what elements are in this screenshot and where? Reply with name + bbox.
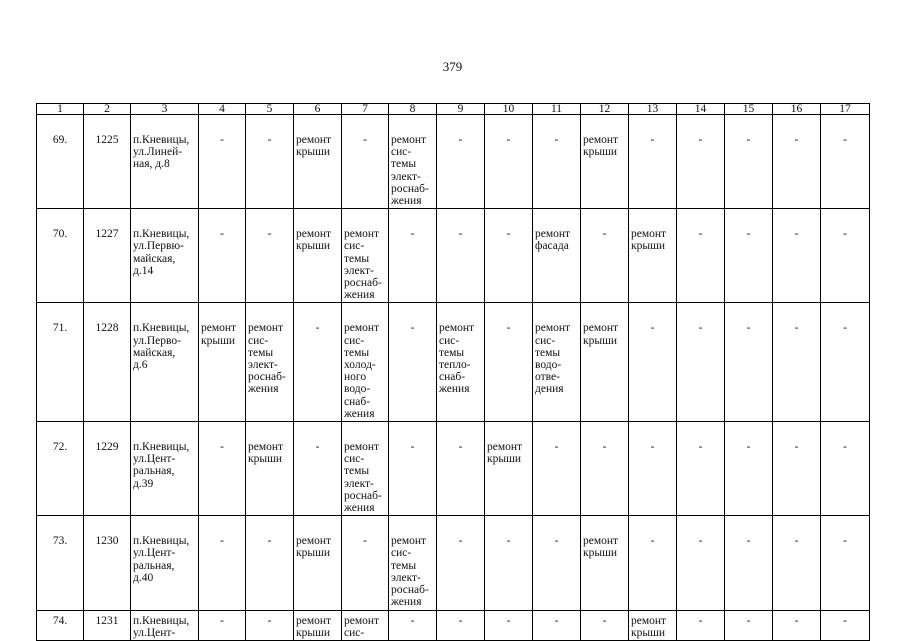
header-cell: 15	[725, 104, 773, 115]
building-code-cell: 1227	[84, 209, 131, 303]
work-cell: -	[725, 516, 773, 610]
header-cell: 9	[437, 104, 485, 115]
work-cell: -	[773, 610, 821, 640]
table-row	[37, 610, 870, 640]
work-cell: -	[773, 209, 821, 303]
work-cell: -	[485, 209, 533, 303]
work-cell: -	[246, 115, 294, 209]
work-cell: -	[773, 115, 821, 209]
work-cell: -	[629, 422, 677, 516]
work-cell: -	[294, 422, 342, 516]
work-cell: -	[342, 516, 389, 610]
work-cell: -	[821, 610, 870, 640]
header-cell: 12	[581, 104, 629, 115]
work-cell: -	[677, 422, 725, 516]
work-cell: ремонт крыши	[581, 303, 629, 422]
work-cell: -	[246, 610, 294, 640]
header-cell: 17	[821, 104, 870, 115]
table-row	[37, 422, 870, 516]
work-cell: -	[629, 516, 677, 610]
building-code-cell: 1231	[84, 610, 131, 640]
work-cell: -	[581, 422, 629, 516]
work-cell: ремонт крыши	[294, 610, 342, 640]
work-cell: -	[485, 115, 533, 209]
work-cell: -	[677, 516, 725, 610]
work-cell: -	[533, 422, 581, 516]
work-cell: -	[437, 115, 485, 209]
work-cell: -	[677, 115, 725, 209]
work-cell: -	[533, 610, 581, 640]
work-cell: -	[199, 516, 246, 610]
address-cell: п.Кневицы, ул.Цент- ральная, д.39	[131, 422, 199, 516]
header-cell: 8	[389, 104, 437, 115]
work-cell: -	[821, 115, 870, 209]
work-cell: -	[437, 516, 485, 610]
repair-schedule-table	[36, 103, 870, 641]
work-cell: -	[629, 303, 677, 422]
work-cell: -	[199, 422, 246, 516]
header-cell: 5	[246, 104, 294, 115]
work-cell: ремонт сис- темы элект- роснаб- жения	[389, 115, 437, 209]
row-number-cell: 73.	[37, 516, 84, 610]
work-cell: -	[677, 209, 725, 303]
work-cell: -	[821, 422, 870, 516]
work-cell: -	[485, 516, 533, 610]
header-cell: 4	[199, 104, 246, 115]
work-cell: ремонт сис- темы тепло- снаб- жения	[437, 303, 485, 422]
work-cell: ремонт крыши	[581, 115, 629, 209]
table-row	[37, 303, 870, 422]
work-cell: -	[821, 516, 870, 610]
header-cell: 3	[131, 104, 199, 115]
work-cell: -	[437, 610, 485, 640]
table-row	[37, 516, 870, 610]
address-cell: п.Кневицы, ул.Перво- майская, д.6	[131, 303, 199, 422]
page-number: 379	[442, 59, 463, 74]
work-cell: -	[677, 610, 725, 640]
header-cell: 16	[773, 104, 821, 115]
work-cell: -	[389, 303, 437, 422]
work-cell: ремонт сис- темы элект- роснаб- жения	[342, 209, 389, 303]
header-cell: 10	[485, 104, 533, 115]
work-cell: ремонт сис- темы водо- отве- дения	[533, 303, 581, 422]
row-number-cell: 70.	[37, 209, 84, 303]
work-cell: -	[342, 115, 389, 209]
work-cell: ремонт крыши	[581, 516, 629, 610]
address-cell: п.Кневицы, ул.Первю- майская, д.14	[131, 209, 199, 303]
work-cell: ремонт сис- темы элект- роснаб- жения	[342, 422, 389, 516]
header-cell: 2	[84, 104, 131, 115]
header-cell: 1	[37, 104, 84, 115]
work-cell: ремонт крыши	[485, 422, 533, 516]
work-cell: -	[389, 610, 437, 640]
work-cell: ремонт крыши	[199, 303, 246, 422]
work-cell: -	[533, 516, 581, 610]
address-cell: п.Кневицы, ул.Цент-	[131, 610, 199, 640]
work-cell: -	[725, 303, 773, 422]
work-cell: -	[773, 516, 821, 610]
work-cell: -	[725, 209, 773, 303]
work-cell: ремонт сис- темы холод- ного водо- снаб- жения	[342, 303, 389, 422]
work-cell: -	[629, 115, 677, 209]
row-number-cell: 71.	[37, 303, 84, 422]
work-cell: -	[246, 516, 294, 610]
work-cell: -	[389, 422, 437, 516]
header-cell: 7	[342, 104, 389, 115]
work-cell: ремонт крыши	[294, 209, 342, 303]
building-code-cell: 1229	[84, 422, 131, 516]
work-cell: -	[294, 303, 342, 422]
work-cell: -	[389, 209, 437, 303]
work-cell: -	[437, 422, 485, 516]
building-code-cell: 1228	[84, 303, 131, 422]
work-cell: -	[725, 610, 773, 640]
header-cell: 11	[533, 104, 581, 115]
building-code-cell: 1225	[84, 115, 131, 209]
work-cell: -	[485, 610, 533, 640]
work-cell: ремонт сис-	[342, 610, 389, 640]
work-cell: -	[773, 303, 821, 422]
header-cell: 6	[294, 104, 342, 115]
work-cell: -	[199, 209, 246, 303]
work-cell: -	[821, 209, 870, 303]
work-cell: -	[246, 209, 294, 303]
work-cell: -	[725, 422, 773, 516]
header-cell: 14	[677, 104, 725, 115]
work-cell: -	[199, 610, 246, 640]
table-row	[37, 209, 870, 303]
work-cell: ремонт крыши	[246, 422, 294, 516]
address-cell: п.Кневицы, ул.Линей- ная, д.8	[131, 115, 199, 209]
work-cell: -	[199, 115, 246, 209]
work-cell: ремонт сис- темы элект- роснаб- жения	[246, 303, 294, 422]
work-cell: -	[581, 610, 629, 640]
work-cell: ремонт сис- темы элект- роснаб- жения	[389, 516, 437, 610]
header-cell: 13	[629, 104, 677, 115]
work-cell: ремонт крыши	[629, 610, 677, 640]
header-row	[37, 104, 870, 115]
work-cell: -	[437, 209, 485, 303]
work-cell: -	[773, 422, 821, 516]
row-number-cell: 69.	[37, 115, 84, 209]
work-cell: -	[821, 303, 870, 422]
row-number-cell: 74.	[37, 610, 84, 640]
work-cell: -	[581, 209, 629, 303]
work-cell: -	[533, 115, 581, 209]
row-number-cell: 72.	[37, 422, 84, 516]
work-cell: ремонт крыши	[294, 516, 342, 610]
table-row	[37, 115, 870, 209]
work-cell: -	[677, 303, 725, 422]
building-code-cell: 1230	[84, 516, 131, 610]
address-cell: п.Кневицы, ул.Цент- ральная, д.40	[131, 516, 199, 610]
work-cell: -	[725, 115, 773, 209]
work-cell: ремонт крыши	[294, 115, 342, 209]
work-cell: -	[485, 303, 533, 422]
work-cell: ремонт фасада	[533, 209, 581, 303]
work-cell: ремонт крыши	[629, 209, 677, 303]
